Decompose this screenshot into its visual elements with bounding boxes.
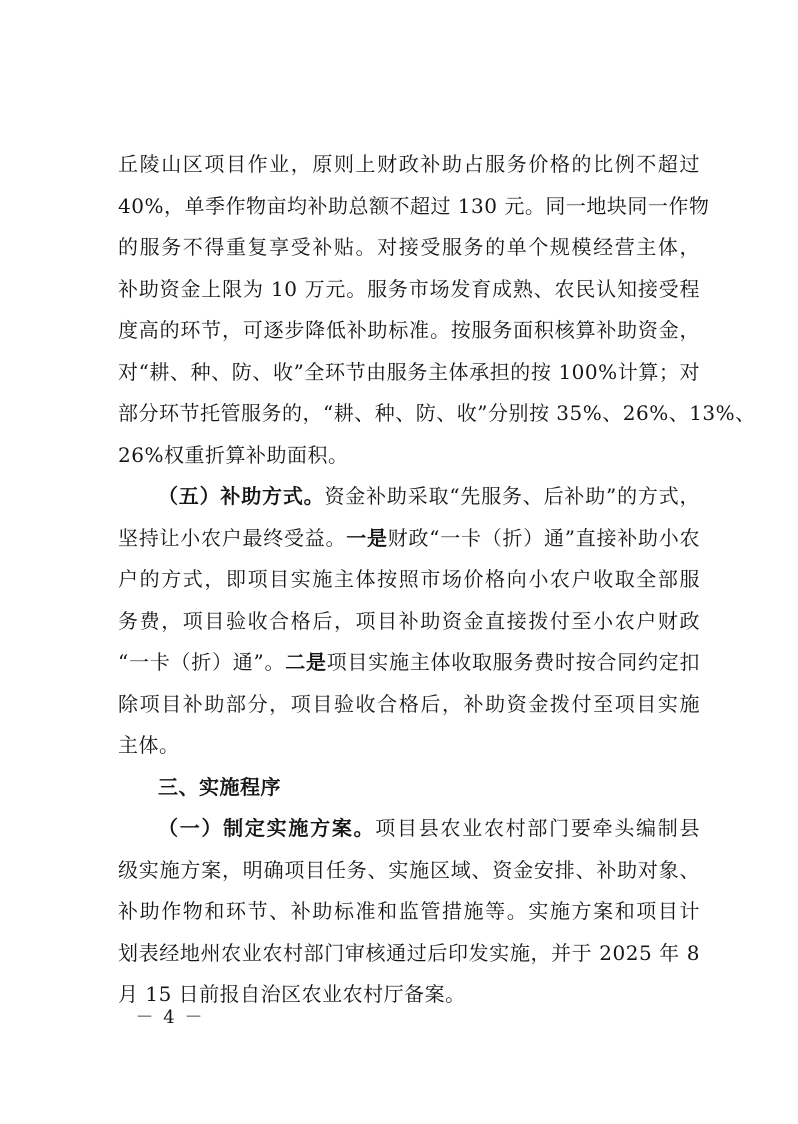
item-one-label: 一是 <box>346 525 388 550</box>
section-5-text: 坚持让小农户最终受益。 <box>118 525 347 550</box>
section-5-first-line <box>118 476 700 518</box>
section-5-line <box>118 642 700 684</box>
subsection-1-line: 月 15 日前报自治区农业农村厅备案。 <box>118 982 466 1006</box>
section-5-heading: （五）补助方式。 <box>158 484 325 508</box>
item-one-text: 财政“一卡（折）通”直接补助小农 <box>387 525 701 550</box>
section-5-line: 户的方式，即项目实施主体按照市场价格向小农户收取全部服 <box>118 567 700 591</box>
subsection-1-first-line <box>118 808 700 850</box>
section-5-text: 资金补助采取“先服务、后补助”的方式， <box>324 484 701 508</box>
section-5-text: “一卡（折）通”。 <box>118 650 286 674</box>
paragraph-line: 40%，单季作物亩均补助总额不超过 130 元。同一地块同一作物 <box>118 193 710 218</box>
section-5-line <box>118 518 700 560</box>
subsection-1-text: 项目县农业农村部门要牵头编制县 <box>375 816 701 840</box>
section-5-line: 主体。 <box>118 733 180 757</box>
subsection-1-line: 划表经地州农业农村部门审核通过后印发实施，并于 2025 年 8 <box>118 940 700 965</box>
item-two-label: 二是 <box>285 650 327 674</box>
section-5-line: 务费，项目验收合格后，项目补助资金直接拨付至小农户财政 <box>118 608 700 633</box>
paragraph-line: 26%权重折算补助面积。 <box>118 442 349 467</box>
paragraph-line: 补助资金上限为 10 万元。服务市场发育成熟、农民认知接受程 <box>118 276 700 301</box>
paragraph-line: 的服务不得重复享受补贴。对接受服务的单个规模经营主体， <box>118 235 700 259</box>
document-body <box>118 144 756 1016</box>
section-3-heading: 三、实施程序 <box>158 774 281 799</box>
paragraph-line: 丘陵山区项目作业，原则上财政补助占服务价格的比例不超过 <box>118 152 700 176</box>
paragraph-line: 度高的环节，可逐步降低补助标准。按服务面积核算补助资金， <box>118 318 700 342</box>
page-number: － 4 － <box>135 1007 205 1028</box>
section-5-line: 除项目补助部分，项目验收合格后，补助资金拨付至项目实施 <box>118 691 700 716</box>
item-two-text: 项目实施主体收取服务费时按合同约定扣 <box>326 650 701 674</box>
paragraph-line: 部分环节托管服务的，“耕、种、防、收”分别按 35%、26%、13%、 <box>118 401 756 425</box>
subsection-1-line: 级实施方案，明确项目任务、实施区域、资金安排、补助对象、 <box>118 857 700 882</box>
subsection-1-heading: （一）制定实施方案。 <box>158 816 376 840</box>
paragraph-line: 对“耕、种、防、收”全环节由服务主体承担的按 100%计算；对 <box>118 359 700 384</box>
subsection-1-line: 补助作物和环节、补助标准和监管措施等。实施方案和项目计 <box>118 899 700 923</box>
